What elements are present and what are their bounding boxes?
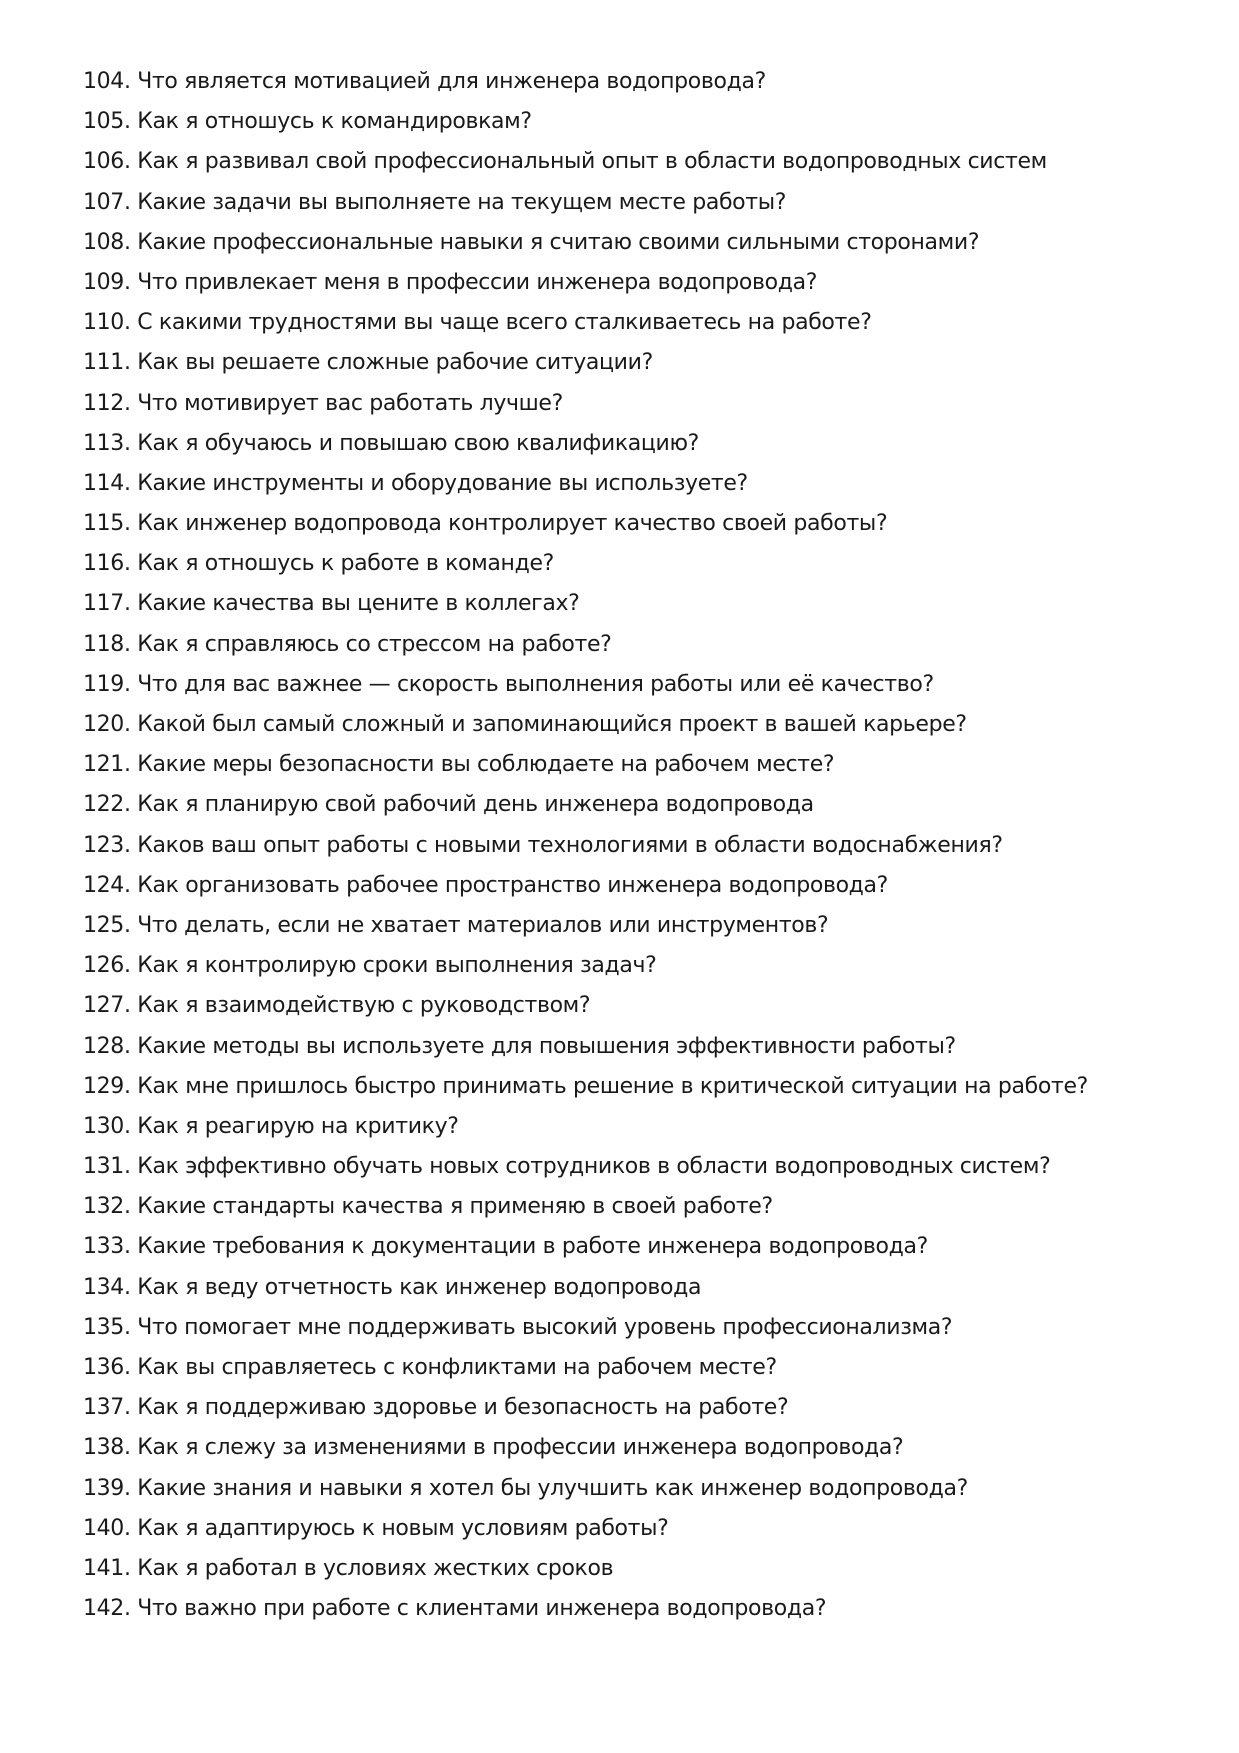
question-item: 130. Как я реагирую на критику? [83,1113,459,1139]
question-item: 140. Как я адаптируюсь к новым условиям работы? [83,1515,669,1541]
question-item: 141. Как я работал в условиях жестких сроков [83,1555,614,1581]
question-item: 126. Как я контролирую сроки выполнения задач? [83,953,657,979]
question-item: 115. Как инженер водопровода контролирует качество своей работы? [83,511,888,537]
question-item: 129. Как мне пришлось быстро принимать решение в критической ситуации на работе? [83,1073,1088,1099]
question-item: 120. Какой был самый сложный и запоминающийся проект в вашей карьере? [83,712,967,737]
question-item: 114. Какие инструменты и оборудование вы используете? [83,470,748,496]
question-item: 105. Как я отношусь к командировкам? [83,109,532,135]
question-item: 128. Какие методы вы используете для повышения эффективности работы? [83,1033,956,1059]
question-item: 119. Что для вас важнее — скорость выполнения работы или её качество? [83,671,934,697]
question-item: 116. Как я отношусь к работе в команде? [83,551,554,577]
question-item: 134. Как я веду отчетность как инженер водопровода [83,1274,702,1300]
question-item: 112. Что мотивирует вас работать лучше? [83,390,563,416]
question-item: 121. Какие меры безопасности вы соблюдаете на рабочем месте? [83,752,835,778]
question-item: 142. Что важно при работе с клиентами инженера водопровода? [83,1596,827,1622]
question-item: 132. Какие стандарты качества я применяю в своей работе? [83,1194,773,1220]
question-item: 127. Как я взаимодействую с руководством? [83,993,591,1019]
question-item: 123. Каков ваш опыт работы с новыми технологиями в области водоснабжения? [83,832,1003,858]
question-item: 133. Какие требования к документации в работе инженера водопровода? [83,1234,928,1260]
question-item: 117. Какие качества вы цените в коллегах? [83,591,580,617]
question-item: 110. С какими трудностями вы чаще всего сталкиваетесь на работе? [83,310,872,336]
question-item: 136. Как вы справляетесь с конфликтами на рабочем месте? [83,1355,777,1380]
question-item: 124. Как организовать рабочее пространство инженера водопровода? [83,872,888,898]
question-item: 107. Какие задачи вы выполняете на текущем месте работы? [83,189,787,215]
question-item: 131. Как эффективно обучать новых сотрудников в области водопроводных систем? [83,1154,1051,1180]
question-list [83,62,1193,1629]
question-item: 108. Какие профессиональные навыки я считаю своими сильными сторонами? [83,229,980,255]
question-item: 135. Что помогает мне поддерживать высокий уровень профессионализма? [83,1314,953,1340]
question-item: 106. Как я развивал свой профессиональный опыт в области водопроводных систем [83,149,1047,175]
question-item: 139. Какие знания и навыки я хотел бы улучшить как инженер водопровода? [83,1475,968,1501]
question-item: 138. Как я слежу за изменениями в профессии инженера водопровода? [83,1435,904,1461]
question-item: 122. Как я планирую свой рабочий день инженера водопровода [83,792,814,818]
question-item: 104. Что является мотивацией для инженера водопровода? [83,69,766,94]
question-item: 125. Что делать, если не хватает материалов или инструментов? [83,912,829,938]
question-item: 111. Как вы решаете сложные рабочие ситуации? [83,350,653,376]
question-item: 137. Как я поддерживаю здоровье и безопасность на работе? [83,1395,789,1421]
question-item: 113. Как я обучаюсь и повышаю свою квалификацию? [83,430,699,456]
question-item: 118. Как я справляюсь со стрессом на работе? [83,631,612,657]
question-item: 109. Что привлекает меня в профессии инженера водопровода? [83,269,818,295]
